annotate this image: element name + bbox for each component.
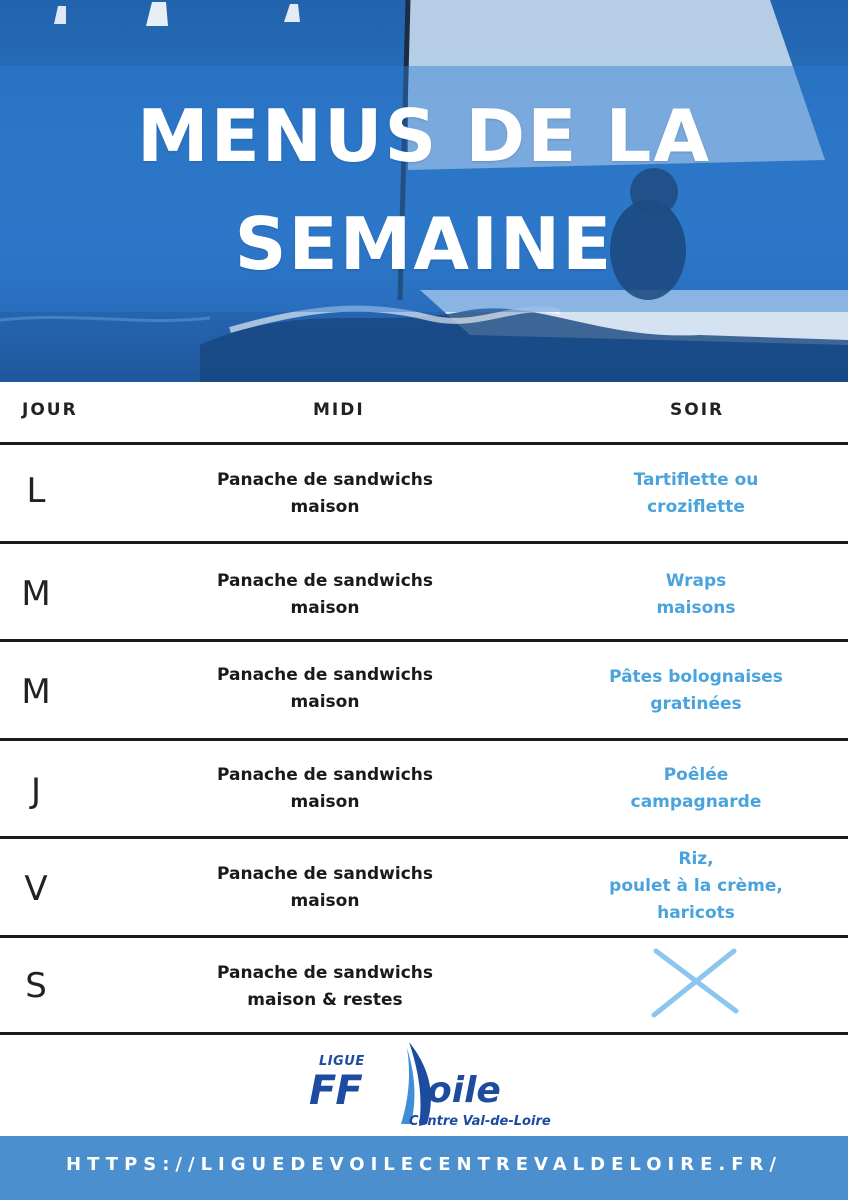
soir-meal [590,467,802,521]
day-letter: L [26,471,46,511]
day-letter: J [30,771,42,811]
table-row [0,639,848,739]
midi-line: maison [290,891,360,911]
midi-meal [190,467,460,521]
header-soir: SOIR [670,400,725,420]
page-title [0,82,848,298]
soir-line: haricots [657,903,735,923]
soir-line: Poêlée [663,765,729,785]
soir-line: croziflette [647,497,745,517]
soir-line: Wraps [665,571,727,591]
midi-meal [190,960,460,1014]
soir-meal [590,846,802,927]
soir-meal [590,664,802,718]
soir-line: Pâtes bolognaises [609,667,783,687]
table-row [0,541,848,640]
logo-ff-text: FF [309,1068,362,1114]
soir-line: Tartiflette ou [633,470,759,490]
soir-meal [590,762,802,816]
website-link[interactable]: HTTPS://LIGUEDEVOILECENTREVALDELOIRE.FR/ [66,1154,782,1175]
soir-line: maisons [656,598,736,618]
soir-line: gratinées [650,694,742,714]
midi-line: maison [290,598,360,618]
header-jour: JOUR [22,400,78,420]
day-letter: S [25,966,47,1006]
logo-ligue-text: LIGUE [319,1054,365,1069]
cross-icon [648,945,744,1019]
midi-meal [190,861,460,915]
midi-meal [190,762,460,816]
soir-meal [590,568,802,622]
table-bottom-rule [0,1032,848,1035]
midi-line: Panache de sandwichs [217,963,433,983]
midi-line: maison [290,692,360,712]
day-letter: M [21,574,51,614]
table-row [0,442,848,542]
table-header [0,382,848,442]
logo-subtitle: Centre Val-de-Loire [409,1114,551,1129]
midi-line: Panache de sandwichs [217,864,433,884]
footer-bar [0,1136,848,1200]
midi-line: Panache de sandwichs [217,571,433,591]
midi-line: Panache de sandwichs [217,665,433,685]
logo-voile-text: oile [427,1070,501,1111]
hero-banner [0,0,848,382]
title-line-2: SEMAINE [234,202,614,286]
header-midi: MIDI [313,400,365,420]
title-line-1: MENUS DE LA [136,94,712,178]
midi-line: maison & restes [247,990,403,1010]
table-row [0,836,848,936]
soir-line: Riz, [678,849,714,869]
ffvoile-logo [305,1042,555,1132]
midi-line: Panache de sandwichs [217,470,433,490]
midi-meal [190,568,460,622]
table-row [0,738,848,837]
day-letter: M [21,672,51,712]
midi-line: maison [290,792,360,812]
midi-line: Panache de sandwichs [217,765,433,785]
soir-line: poulet à la crème, [609,876,783,896]
midi-line: maison [290,497,360,517]
day-letter: V [24,869,48,909]
soir-line: campagnarde [630,792,762,812]
midi-meal [190,662,460,716]
